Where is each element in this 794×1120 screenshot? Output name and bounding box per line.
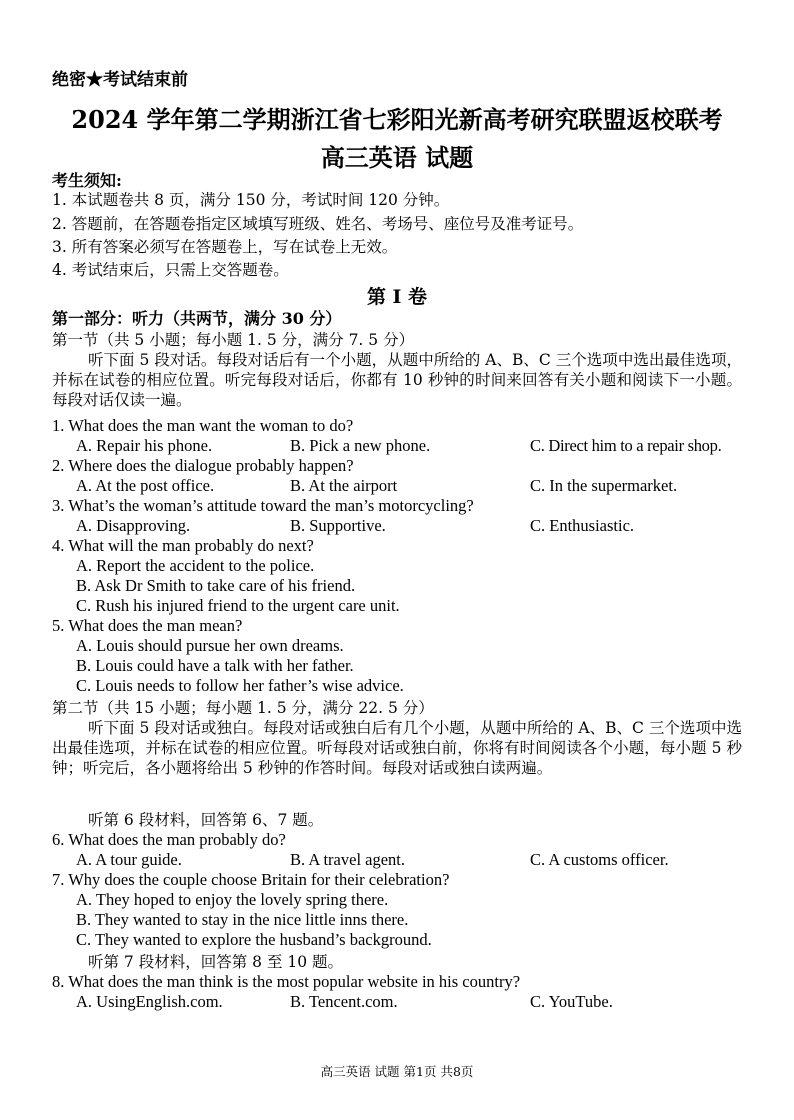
option-c: C. Rush his injured friend to the urgent care unit. [76, 596, 400, 615]
notice-item: 4. 考试结束后，只需上交答题卷。 [52, 261, 289, 279]
question-stem: 6. What does the man probably do? [52, 830, 286, 849]
confidential-label: 绝密★考试结束前 [52, 70, 188, 90]
option-c: C. Louis needs to follow her father’s wise advice. [76, 676, 404, 695]
option-b: B. At the airport [290, 476, 398, 495]
option-b: B. Tencent.com. [290, 992, 398, 1011]
question-stem: 8. What does the man think is the most popular website in his country? [52, 972, 521, 991]
notice-item: 2. 答题前，在答题卷指定区域填写班级、姓名、考场号、座位号及准考证号。 [52, 215, 584, 233]
notice-item: 1. 本试题卷共 8 页，满分 150 分，考试时间 120 分钟。 [52, 191, 450, 209]
option-a: A. Disapproving. [76, 516, 191, 535]
notice-item: 3. 所有答案必须写在答题卷上，写在试卷上无效。 [52, 238, 398, 256]
section1-heading: 第一节（共 5 小题；每小题 1. 5 分，满分 7. 5 分） [52, 331, 415, 349]
volume-heading: 第 I 卷 [366, 286, 428, 308]
page-footer: 高三英语 试题 第1页 共8页 [320, 1064, 474, 1079]
question-stem: 2. Where does the dialogue probably happen? [52, 456, 354, 475]
option-b: B. A travel agent. [290, 850, 406, 869]
option-a: A. Louis should pursue her own dreams. [76, 636, 344, 655]
option-a: A. They hoped to enjoy the lovely spring there. [76, 890, 389, 909]
option-a: A. At the post office. [76, 476, 215, 495]
section1-instructions: 听下面 5 段对话。每段对话后有一个小题，从题中所给的 A、B、C 三个选项中选出最佳选项，并标在试卷的相应位置。听完每段对话后，你都有 10 秒钟的时间来回答有关小题和阅读下一小题。每段对话仅读一遍。 [52, 351, 742, 409]
option-a: A. UsingEnglish.com. [76, 992, 223, 1011]
option-a: A. A tour guide. [76, 850, 182, 869]
exam-title: 2024 学年第二学期浙江省七彩阳光新高考研究联盟返校联考 [71, 105, 723, 134]
exam-subtitle: 高三英语 试题 [320, 143, 474, 172]
option-b: B. Pick a new phone. [290, 436, 431, 455]
question-stem: 7. Why does the couple choose Britain for their celebration? [52, 870, 450, 889]
question-stem: 5. What does the man mean? [52, 616, 243, 635]
option-a: A. Report the accident to the police. [76, 556, 315, 575]
question-stem: 1. What does the man want the woman to do? [52, 416, 354, 435]
question-stem: 4. What will the man probably do next? [52, 536, 314, 555]
part1-heading: 第一部分：听力（共两节，满分 30 分） [52, 309, 342, 328]
option-c: C. Direct him to a repair shop. [530, 436, 722, 455]
material-note: 听第 6 段材料，回答第 6、7 题。 [88, 811, 324, 829]
section2-instructions: 听下面 5 段对话或独白。每段对话或独白后有几个小题，从题中所给的 A、B、C 三个选项中选出最佳选项，并标在试卷的相应位置。听每段对话或独白前，你将有时间阅读各个小题，每小题 5 秒钟；听完后，各小题将给出 5 秒钟的作答时间。每段对话或独白读两遍。 [52, 719, 742, 777]
section2-heading: 第二节（共 15 小题；每小题 1. 5 分，满分 22. 5 分） [52, 699, 434, 717]
option-b: B. They wanted to stay in the nice little inns there. [76, 910, 409, 929]
option-c: C. They wanted to explore the husband’s background. [76, 930, 432, 949]
question-stem: 3. What’s the woman’s attitude toward the man’s motorcycling? [52, 496, 474, 515]
notice-heading: 考生须知: [52, 171, 122, 190]
option-c: C. In the supermarket. [530, 476, 678, 495]
option-a: A. Repair his phone. [76, 436, 213, 455]
option-c: C. YouTube. [530, 992, 613, 1011]
option-b: B. Supportive. [290, 516, 386, 535]
option-c: C. A customs officer. [530, 850, 669, 869]
material-note: 听第 7 段材料，回答第 8 至 10 题。 [88, 953, 344, 971]
option-c: C. Enthusiastic. [530, 516, 635, 535]
option-b: B. Louis could have a talk with her father. [76, 656, 354, 675]
option-b: B. Ask Dr Smith to take care of his friend. [76, 576, 356, 595]
